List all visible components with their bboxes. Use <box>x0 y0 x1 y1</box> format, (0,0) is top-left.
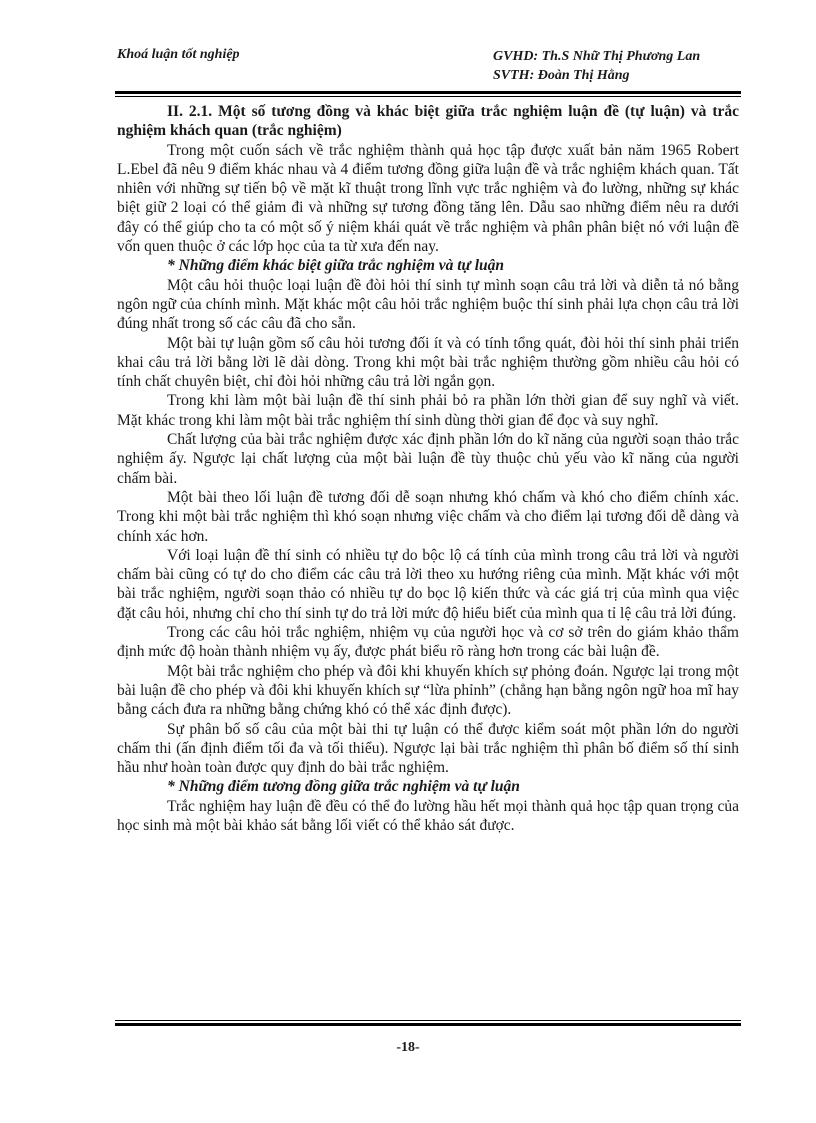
header-student: SVTH: Đoàn Thị Hằng <box>493 68 630 83</box>
paragraph: Trong các câu hỏi trắc nghiệm, nhiệm vụ của người học và cơ sở trên do giám khảo thẩm định mức độ hoàn thành nhiệm vụ ấy, được phát biểu rõ ràng hơn trong các bài luận đề. <box>117 624 739 661</box>
header-supervisor: GVHD: Th.S Nhữ Thị Phương Lan <box>493 49 701 64</box>
intro-paragraph: Trong một cuốn sách về trắc nghiệm thành quả học tập được xuất bản năm 1965 Robert L.Ebel đã nêu 9 điểm khác nhau và 4 điểm tương đồng giữa luận đề và trắc nghiệm khách quan. Tất nhiên với những sự tiến bộ về mặt kĩ thuật trong lĩnh vực trắc nghiệm và đo lường, những sự khác biệt giữ 2 loại có thể giảm đi và những sự tương đồng tăng lên. Dẫu sao những điểm nêu ra dưới đây có thể giúp cho ta có một số ý niệm khái quát về trắc nghiệm và phân phân biệt nó với luận đề vốn quen thuộc ở các lớp học của ta từ xưa đến nay. <box>117 141 739 256</box>
header-rule-thick <box>115 91 741 94</box>
similarities-paragraph: Trắc nghiệm hay luận đề đều có thể đo lường hầu hết mọi thành quả học tập quan trọng của học sinh mà một bài khảo sát bằng lối viết có thể khảo sát được. <box>117 797 739 834</box>
paragraph: Một bài trắc nghiệm cho phép và đôi khi khuyến khích sự phỏng đoán. Ngược lại trong một bài luận đề cho phép và đôi khi khuyến khích sự “lừa phỉnh” (chẳng hạn bằng ngôn ngữ hoa mĩ hay bằng cách đưa ra những bằng chứng khó có thể xác định được). <box>117 662 739 719</box>
page-header <box>117 47 737 93</box>
differences-heading: * Những điểm khác biệt giữa trắc nghiệm và tự luận <box>167 257 505 275</box>
header-rule-thin <box>115 96 741 97</box>
footer-rule-thin <box>115 1020 741 1021</box>
section-title: II. 2.1. Một số tương đồng và khác biệt giữa trắc nghiệm luận đề (tự luận) và trắc nghiệm khách quan (trắc nghiệm) <box>117 103 739 140</box>
document-body <box>117 102 739 835</box>
header-thesis-label: Khoá luận tốt nghiệp <box>117 47 240 62</box>
paragraph: Một bài tự luận gồm số câu hỏi tương đối ít và có tính tổng quát, đòi hỏi thí sinh phải triển khai câu trả lời bằng lời lẽ dài dòng. Trong khi một bài trắc nghiệm thường gồm nhiều câu hỏi có tính chất chuyên biệt, chỉ đòi hỏi những câu trả lời ngắn gọn. <box>117 334 739 391</box>
paragraph: Trong khi làm một bài luận đề thí sinh phải bỏ ra phần lớn thời gian để suy nghĩ và viết. Mặt khác trong khi làm một bài trắc nghiệm thí sinh dùng thời gian để đọc và suy nghĩ. <box>117 392 739 429</box>
similarities-heading: * Những điểm tương đồng giữa trắc nghiệm và tự luận <box>167 778 520 796</box>
paragraph: Với loại luận đề thí sinh có nhiều tự do bộc lộ cá tính của mình trong câu trả lời và người chấm bài cũng có tự do cho điểm các câu trả lời theo xu hướng riêng của mình. Mặt khác với một bài trắc nghiệm, người soạn thảo có nhiều tự do bọc lộ kiến thức và các giá trị của mình qua việc đặt câu hỏi, nhưng chỉ cho thí sinh tự do trả lời mức độ hiểu biết của mình qua tỉ lệ câu trả lời đúng. <box>117 546 739 622</box>
page-number: -18- <box>396 1040 420 1055</box>
paragraph: Một câu hỏi thuộc loại luận đề đòi hỏi thí sinh tự mình soạn câu trả lời và diễn tả nó bằng ngôn ngữ của chính mình. Mặt khác một câu hỏi trắc nghiệm buộc thí sinh phải lựa chọn câu trả lời đúng nhất trong số các câu đã cho sẵn. <box>117 276 739 333</box>
footer-rule-thick <box>115 1023 741 1026</box>
header-author-info <box>493 47 700 85</box>
paragraph: Một bài theo lối luận đề tương đối dễ soạn nhưng khó chấm và khó cho điểm chính xác. Trong khi một bài trắc nghiệm thì khó soạn nhưng việc chấm và cho điểm lại tương đối dễ dàng và chính xác hơn. <box>117 488 739 545</box>
paragraph: Chất lượng của bài trắc nghiệm được xác định phần lớn do kĩ năng của người soạn thảo trắc nghiệm ấy. Ngược lại chất lượng của một bài luận đề tùy thuộc chủ yếu vào kĩ năng của người chấm bài. <box>117 431 739 487</box>
paragraph: Sự phân bố số câu của một bài thi tự luận có thể được kiểm soát một phần lớn do người chấm thi (ấn định điểm tối đa và tối thiểu). Ngược lại bài trắc nghiệm thì phân bố điểm số thí sinh hầu như hoàn toàn được quy định do bài trắc nghiệm. <box>117 720 739 777</box>
